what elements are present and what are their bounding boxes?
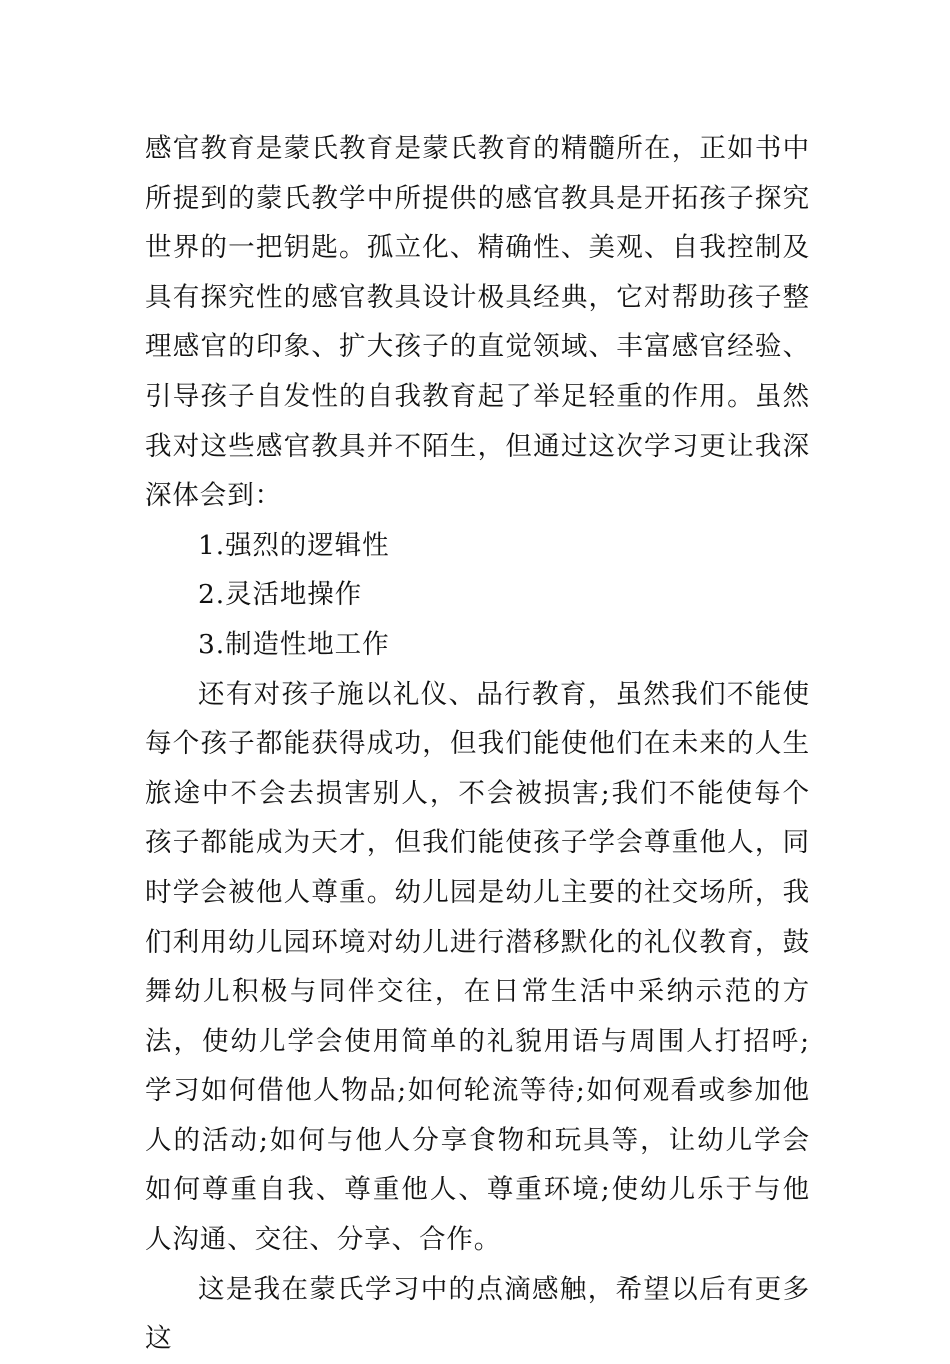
document-body (145, 124, 810, 1364)
paragraph-etiquette-education: 还有对孩子施以礼仪、品行教育，虽然我们不能使每个孩子都能获得成功，但我们能使他们在未来的人生旅途中不会去损害别人，不会被损害;我们不能使每个孩子都能成为天才，但我们能使孩子学会尊重他人，同时学会被他人尊重。幼儿园是幼儿主要的社交场所，我们利用幼儿园环境对幼儿进行潜移默化的礼仪教育，鼓舞幼儿积极与同伴交往，在日常生活中采纳示范的方法，使幼儿学会使用简单的礼貌用语与周围人打招呼;学习如何借他人物品;如何轮流等待;如何观看或参加他人的活动;如何与他人分享食物和玩具等，让幼儿学会如何尊重自我、尊重他人、尊重环境;使幼儿乐于与他人沟通、交往、分享、合作。 (145, 678, 810, 1256)
paragraph-conclusion: 这是我在蒙氏学习中的点滴感触，希望以后有更多这 (145, 1273, 810, 1355)
paragraph-sensory-education: 感官教育是蒙氏教育是蒙氏教育的精髓所在，正如书中所提到的蒙氏教学中所提供的感官教具是开拓孩子探究世界的一把钥匙。孤立化、精确性、美观、自我控制及具有探究性的感官教具设计极具经典，它对帮助孩子整理感官的印象、扩大孩子的直觉领域、丰富感官经验、引导孩子自发性的自我教育起了举足轻重的作用。虽然我对这些感官教具并不陌生，但通过这次学习更让我深深体会到： (145, 133, 810, 512)
list-item-flexible-operation: 2.灵活地操作 (198, 579, 363, 611)
list-item-logic: 1.强烈的逻辑性 (198, 529, 390, 561)
list-item-creative-work: 3.制造性地工作 (198, 628, 390, 660)
